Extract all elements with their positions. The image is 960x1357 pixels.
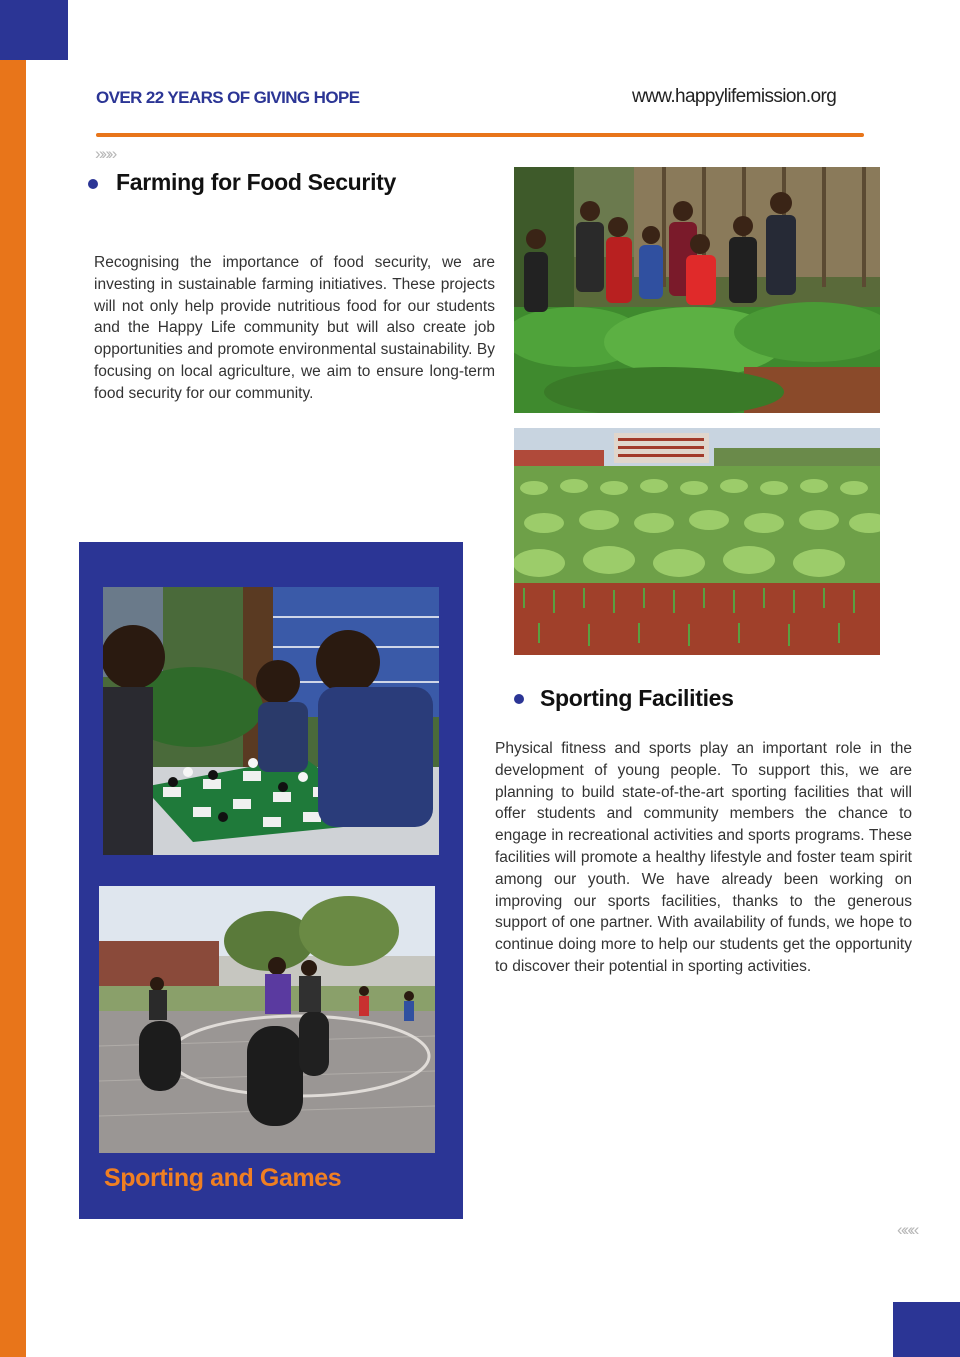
panel-caption: Sporting and Games (104, 1164, 342, 1192)
bullet-icon (88, 179, 98, 189)
farming-body: Recognising the importance of food security, we are investing in sustainable farming initiatives. These projects will not only help provide nutritious food for our students and the Happy Life community but will also create job opportunities and promote environmental sustainability. By focusing on local agriculture, we aim to ensure long-term food security for our community. (94, 254, 495, 402)
sporting-body: Physical fitness and sports play an important role in the development of young people. To support this, we are planning to build state-of-the-art sporting facilities that will offer students and community members the chance to engage in recreational activities and sports programs. These facilities will promote a healthy lifestyle and foster team spirit among our youth. We have already been working on improving our sports facilities, thanks to the generous support of one partner. With availability of funds, we hope to continue doing more to help our students get the opportunity to discover their potential in sporting activities. (495, 740, 912, 975)
header-divider (96, 133, 864, 137)
arrows-left-icon: ««« (897, 1220, 917, 1239)
bullet-icon (514, 694, 524, 704)
sporting-heading: Sporting Facilities (540, 685, 734, 711)
left-accent-stripe (0, 60, 26, 1357)
corner-block-top-left (0, 0, 68, 60)
sports-photo-chess (103, 587, 439, 855)
arrows-right-icon: »»» (95, 144, 115, 163)
farm-photo-cabbage-field (514, 428, 880, 655)
corner-block-bottom-right (893, 1302, 960, 1357)
header-website: www.happylifemission.org (632, 86, 837, 107)
header-tagline: OVER 22 YEARS OF GIVING HOPE (96, 88, 360, 107)
sports-photo-tyres (99, 886, 435, 1153)
farm-photo-children-garden (514, 167, 880, 413)
farming-heading: Farming for Food Security (116, 169, 397, 195)
